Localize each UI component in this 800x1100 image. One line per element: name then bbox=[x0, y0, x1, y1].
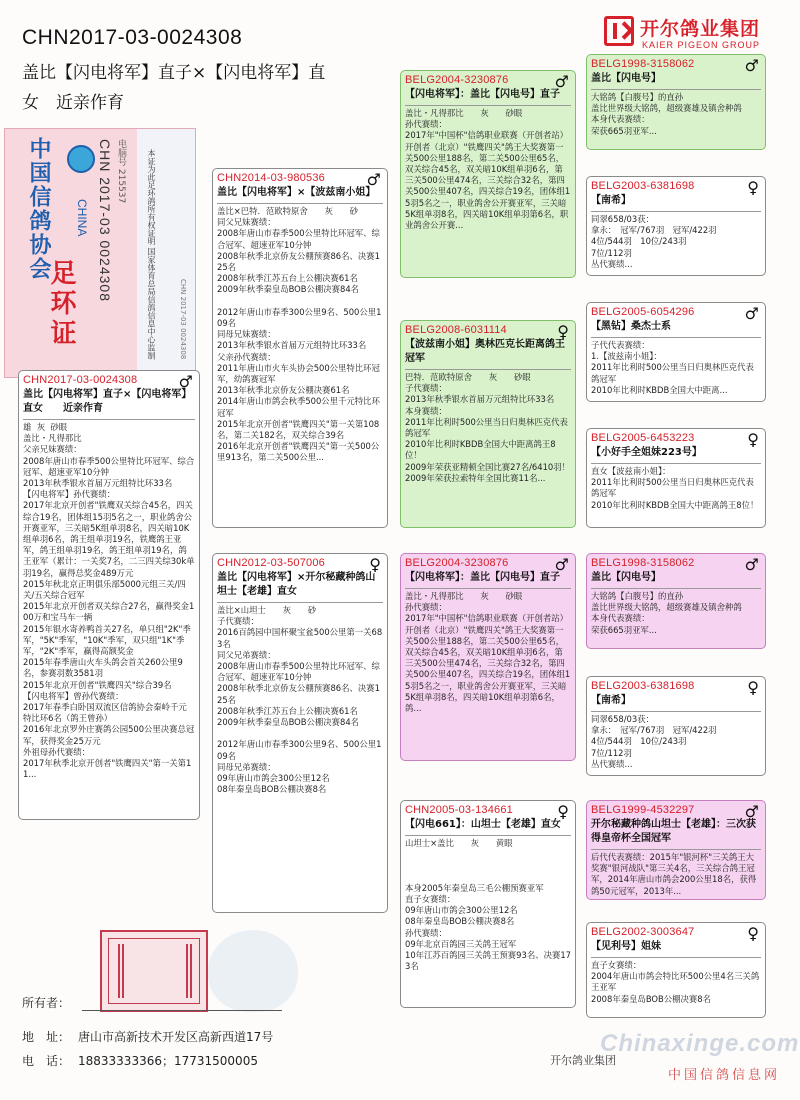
card-ring-id: BELG2002-3003647 bbox=[591, 926, 695, 938]
certificate-ring-number: CHN 2017-03 0024308 bbox=[97, 139, 113, 302]
female-sex-icon: ♀ bbox=[557, 802, 569, 821]
female-sex-icon: ♀ bbox=[747, 924, 759, 943]
male-sex-icon: ♂ bbox=[366, 170, 381, 189]
card-divider bbox=[591, 711, 761, 712]
card-body: 盖比×山坦士 灰 砂 子代赛绩： 2016百鸽园中国杯聚宝盆500公里第一关683名 同父兄弟赛绩： 2008年唐山市春季500公里特比环冠军、综合冠军、超速亚军10分钟 2008年秋季北京侨友公棚预赛86名、决赛125名 2008年秋季江苏五台上公棚决赛61名 2009年秋季秦皇岛BOB公棚决赛84名 2012年唐山市春季300公里9名、500公里109名 同母兄弟赛绩： 09年唐山市鸽会300公里12名 08年秦皇岛BOB公棚决赛8名 bbox=[217, 605, 383, 795]
header-ring-id: CHN2017-03-0024308 bbox=[22, 26, 243, 49]
card-sd-sire bbox=[586, 302, 766, 402]
card-ring-id: CHN2017-03-0024308 bbox=[23, 374, 138, 386]
owner-seal-stamp bbox=[100, 930, 208, 1012]
card-divider bbox=[591, 337, 761, 338]
certificate-china: CHINA bbox=[75, 199, 89, 237]
card-body: 同翠658/03获： 拿永： 冠军/767羽 冠军/422羽 4位/544羽 10位/243羽 7位/112羽 丛代赛绩... bbox=[591, 714, 717, 769]
card-name: 【南希】 bbox=[591, 695, 631, 706]
card-name: 【波兹南小姐】奥林匹克长距离鸽王冠军 bbox=[405, 339, 565, 364]
card-ring-id: CHN2012-03-507006 bbox=[217, 557, 325, 569]
card-name: 开尔秘藏种鸽山坦士【老雄】：三次获得皇帝杯全国冠军 bbox=[591, 819, 756, 844]
female-sex-icon: ♀ bbox=[747, 678, 759, 697]
card-ring-id: BELG2003-6381698 bbox=[591, 680, 695, 692]
card-body: 直子女赛绩： 2004年唐山市鸽会特比环500公里4名三关鸽王亚军 2008年秦皇岛BOB公棚决赛8名 bbox=[591, 960, 760, 1004]
certificate-association: 中国信鸽协会 bbox=[26, 137, 51, 281]
card-divider bbox=[591, 957, 761, 958]
male-sex-icon: ♂ bbox=[744, 304, 759, 323]
card-ring-id: BELG2005-6453223 bbox=[591, 432, 695, 444]
card-divider bbox=[591, 588, 761, 589]
card-ring-id: BELG2008-6031114 bbox=[405, 324, 507, 336]
card-name: 【黑钻】桑杰士系 bbox=[591, 321, 671, 332]
card-body: 盖比×巴特．范欧特原舍 灰 砂 同父兄妹赛绩： 2008年唐山市春季500公里特比环冠军、综合冠军、超速亚军10分钟 2008年秋季北京侨友公棚预赛86名、决赛125名 2008年秋季江苏五台上公棚决赛61名 2009年秋季秦皇岛BOB公棚决赛84名 2012年唐山市春季300公里9名、500公里109名 同母兄妹赛绩： 2013年秋季银水首届万元组特比环33名 父亲孙代赛绩： 2011年唐山市火车头协会500公里特比环冠军，幼鸽赛冠军 2013年秋季北京侨友公棚决赛61名 2014年唐山市鸽会秋季500公里千元特比环冠军 2015年北京开创者"铁鹰四关"第一关第108名，第二关182名，双关综合39名 2016年北京开创者"铁鹰四关"第一关500公里913名，第二关500公里... bbox=[217, 206, 382, 463]
card-ring-id: BELG2003-6381698 bbox=[591, 180, 695, 192]
site-watermark-cn: 中国信鸽信息网 bbox=[668, 1068, 781, 1083]
logo-name-cn: 开尔鸽业集团 bbox=[640, 18, 761, 40]
certificate-title: 足环证 bbox=[46, 259, 76, 349]
male-sex-icon: ♂ bbox=[178, 372, 193, 391]
card-divider bbox=[591, 89, 761, 90]
card-divider bbox=[591, 849, 761, 850]
card-body: 大铭鸽【白腹号】的直孙 盖比世界级大铭鸽，超级赛雄及镇舍种鸽 本身代表赛绩： 荣获665羽亚军... bbox=[591, 591, 742, 635]
card-body: 雄 灰 砂眼 盖比・凡得那比 父亲兄妹赛绩： 2008年唐山市春季500公里特比环冠军、综合冠军、超速亚军10分钟 2013年秋季银水首届万元组特比环33名 【闪电将军】孙代赛绩： 2017年北京开创者"铁鹰双关综合45名，四关综合19名，团体组15羽5名之一，职业鸽舍公开赛亚军，三关暗5K组单羽8名，四关暗10K组单羽6名，鸽王组单羽19名，铁鹰鸽王亚军，鸽王组单羽19名，鸽王组单羽19名，鸽王亚军（累计：一关奖7名，二三四关综30k单羽19名，赢得总奖金489万元 2015年秋北京正明俱乐部5000元组三关/四关/五关综合冠军 2015年北京开创者双关综合27名，赢得奖金100万和宝马车一辆 2015年银水寄养鸭首关27名，单只组"2K"季军，"5K"季军，"10K"季军，双只组"1K"季军，"2K"季军，赢得高额奖金 2015年春季唐山火车头鸽会首关260公里9名，参赛羽数3581羽 2015年北京开创者"铁鹰四关"综合39名 【闪电将军】曾孙代赛绩： 2017年春季白卧国双流区信鸽协会秦岭千元特比环6名（鸽王曾孙） 2016年北京罗外庄赛鸽公园500公里决赛总冠军，获得奖金25万元 外祖母孙代赛绩： 2017年秋季北京开创者"铁鹰四关"第一关第11... bbox=[23, 422, 195, 780]
card-name: 盖比【闪电号】 bbox=[591, 572, 661, 583]
card-ds-dam bbox=[586, 676, 766, 776]
card-ring-id: BELG2004-3230876 bbox=[405, 74, 509, 86]
certificate-note: 本证为此足环鸽所有权证明 国家体育总局信鸽信息中心监制 bbox=[147, 149, 156, 360]
card-divider bbox=[23, 419, 195, 420]
card-ss-dam bbox=[586, 176, 766, 276]
card-divider bbox=[217, 203, 383, 204]
female-sex-icon: ♀ bbox=[747, 430, 759, 449]
card-sire-dam bbox=[400, 320, 576, 528]
owner-signature-line bbox=[82, 1010, 282, 1011]
certificate-serial: 电脑号 215537 bbox=[116, 139, 126, 204]
card-subject bbox=[18, 370, 200, 820]
site-watermark: Chinaxinge.com bbox=[600, 1030, 800, 1057]
address-value: 唐山市高新技术开发区高新西道17号 bbox=[78, 1030, 274, 1044]
card-name: 【闪电661】：山坦士【老雄】直女 bbox=[405, 819, 561, 830]
card-body: 山坦士×盖比 灰 黄眼 本身2005年秦皇岛三毛公棚预赛亚军 直子女赛绩： 09年唐山市鸽会300公里12名 08年秦皇岛BOB公棚决赛8名 孙代赛绩： 09年北京百鸽园三关鸽王冠军 10年江苏百鸽园三关鸽王预赛93名、决赛173名 bbox=[405, 838, 571, 972]
card-ring-id: BELG1998-3158062 bbox=[591, 58, 695, 70]
card-name: 【见利号】姐妹 bbox=[591, 941, 661, 952]
card-dd-sire bbox=[586, 800, 766, 900]
card-divider bbox=[405, 105, 571, 106]
card-divider bbox=[591, 463, 761, 464]
card-divider bbox=[405, 835, 571, 836]
card-dd-dam bbox=[586, 922, 766, 1018]
card-ring-id: BELG2004-3230876 bbox=[405, 557, 509, 569]
card-name: 【小好手全姐妹223号】 bbox=[591, 447, 702, 458]
card-ring-id: BELG1998-3158062 bbox=[591, 557, 695, 569]
address-label: 地 址： bbox=[22, 1030, 71, 1044]
certificate-code: CHN 2017-03 0024308 bbox=[179, 279, 187, 360]
card-body: 盖比・凡得那比 灰 砂眼 孙代赛绩： 2017年"中国杯"信鸽职业联赛（开创者站）开创者（北京）"铁鹰四关"鸽王大奖赛第一关500公里188名，第二关500公里65名，双关综合45名，双关暗10K组单羽6名，第三关500公里474名，三关综合32名，第四关500公里407名，四关综合19名，团体组15羽5名之一，职业鸽舍公开赛亚军，三关暗5K组单羽8名，四关暗10K组单羽第6名，鸽... bbox=[405, 591, 571, 714]
female-sex-icon: ♀ bbox=[557, 322, 569, 341]
association-emblem-icon bbox=[67, 145, 95, 173]
card-divider bbox=[591, 211, 761, 212]
card-body: 巴特．范欧特原舍 灰 砂眼 子代赛绩： 2013年秋季银水首届万元组特比环33名 本身赛绩： 2011年比利时500公里当日归奥林匹克代表鸽冠军 2010年比利时KBDB全国大中距离鸽王8位！ 2009年荣获亚精顿全国比赛27名/6410羽！ 2009年荣获拉索特年全国比赛11名... bbox=[405, 372, 570, 483]
card-name: 盖比【闪电将军】×开尔秘藏种鸽山坦士【老雄】直女 bbox=[217, 572, 376, 597]
seal-glyph-icon bbox=[118, 944, 192, 998]
card-ring-id: CHN2014-03-980536 bbox=[217, 172, 325, 184]
card-name: 盖比【闪电将军】×【波兹南小姐】 bbox=[217, 187, 376, 198]
male-sex-icon: ♂ bbox=[554, 72, 569, 91]
male-sex-icon: ♂ bbox=[744, 802, 759, 821]
card-body: 子代代表赛绩： 1.【波兹南小姐】： 2011年比利时500公里当日归奥林匹克代表鸽冠军 2010年比利时KBDB全国大中距离... bbox=[591, 340, 754, 395]
footer-company: 开尔鸽业集团 bbox=[550, 1054, 616, 1067]
card-name: 【闪电将军】：盖比【闪电号】直子 bbox=[405, 572, 560, 583]
female-sex-icon: ♀ bbox=[747, 178, 759, 197]
kaier-logo-icon bbox=[604, 16, 634, 46]
ring-certificate bbox=[4, 128, 196, 378]
male-sex-icon: ♂ bbox=[744, 56, 759, 75]
card-name: 盖比【闪电号】 bbox=[591, 73, 661, 84]
card-dam-dam bbox=[400, 800, 576, 1008]
card-sire bbox=[212, 168, 388, 528]
card-divider bbox=[405, 588, 571, 589]
card-ring-id: BELG1999-4532297 bbox=[591, 804, 695, 816]
card-body: 同翠658/03获： 拿永： 冠军/767羽 冠军/422羽 4位/544羽 10位/243羽 7位/112羽 丛代赛绩... bbox=[591, 214, 717, 269]
card-sire-sire bbox=[400, 70, 576, 278]
card-ring-id: CHN2005-03-134661 bbox=[405, 804, 513, 816]
logo-name-en: KAIER PIGEON GROUP bbox=[642, 40, 761, 50]
card-dam-sire bbox=[400, 553, 576, 761]
company-logo bbox=[604, 14, 794, 56]
card-dam bbox=[212, 553, 388, 913]
card-divider bbox=[217, 602, 383, 603]
card-name: 盖比【闪电将军】直子×【闪电将军】直女 近亲作育 bbox=[23, 389, 192, 414]
card-body: 后代代表赛绩：2015年"银河杯"三关鸽王大奖赛"银河战队"第三关4名，三关综合鸽王冠军，2014年唐山市鸽会200公里18名，获得鸽50元冠军，2013年... bbox=[591, 852, 757, 896]
card-ds-sire bbox=[586, 553, 766, 649]
card-divider bbox=[405, 369, 571, 370]
card-ring-id: BELG2005-6054296 bbox=[591, 306, 695, 318]
card-name: 【南希】 bbox=[591, 195, 631, 206]
owner-label: 所有者： bbox=[22, 996, 71, 1010]
card-sd-dam bbox=[586, 428, 766, 528]
male-sex-icon: ♂ bbox=[554, 555, 569, 574]
male-sex-icon: ♂ bbox=[744, 555, 759, 574]
hologram-sticker bbox=[208, 930, 298, 1012]
card-body: 直女【波兹南小姐】： 2011年比利时500公里当日归奥林匹克代表鸽冠军 2010年比利时KBDB全国大中距离鸽王8位！ bbox=[591, 466, 759, 510]
phone-value: 18833333366；17731500005 bbox=[78, 1054, 258, 1068]
card-body: 大铭鸽【白腹号】的直孙 盖比世界级大铭鸽，超级赛雄及镇舍种鸽 本身代表赛绩： 荣获665羽亚军... bbox=[591, 92, 742, 136]
phone-label: 电 话： bbox=[22, 1054, 71, 1068]
card-body: 盖比・凡得那比 灰 砂眼 孙代赛绩： 2017年"中国杯"信鸽职业联赛（开创者站）开创者（北京）"铁鹰四关"鸽王大奖赛第一关500公里188名，第二关500公里65名，双关综合45名，双关暗10K组单羽6名，第三关500公里474名，三关综合32名，第四关500公里407名，四关综合19名，团体组15羽5名之一，职业鸽舍公开赛亚军，三关暗5K组单羽8名，四关暗10K组单羽第6名，职业鸽舍公开赛... bbox=[405, 108, 571, 231]
card-ss-sire bbox=[586, 54, 766, 150]
header-title: 盖比【闪电将军】直子×【闪电将军】直女 近亲作育 bbox=[22, 63, 326, 113]
female-sex-icon: ♀ bbox=[369, 555, 381, 574]
card-name: 【闪电将军】：盖比【闪电号】直子 bbox=[405, 89, 560, 100]
